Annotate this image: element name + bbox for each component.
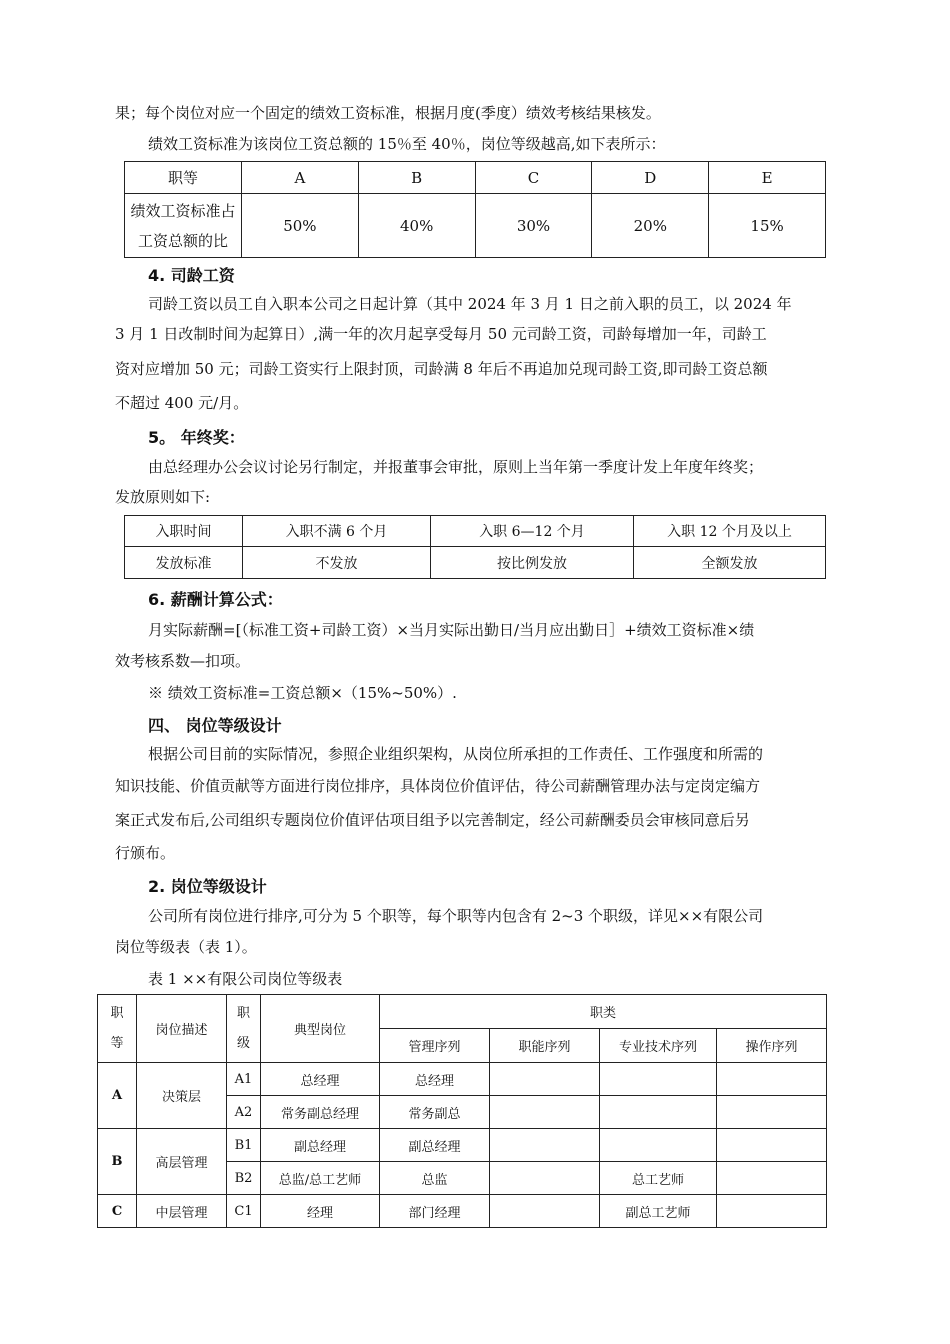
grade-cell: B bbox=[98, 1129, 137, 1195]
table-header-cell: D bbox=[592, 162, 709, 194]
header-text: 职 bbox=[110, 1005, 124, 1021]
paragraph-line: 岗位等级表（表 1）。 bbox=[115, 938, 257, 956]
paragraph-line: 知识技能、价值贡献等方面进行岗位排序，具体岗位价值评估，待公司薪酬管理办法与定岗定编方 bbox=[115, 777, 761, 795]
table-cell bbox=[600, 1129, 717, 1162]
table-cell: B1 bbox=[227, 1129, 261, 1162]
paragraph-line: 司龄工资以员工自入职本公司之日起计算（其中 2024 年 3 月 1 日之前入职的员工，以 2024 年 bbox=[148, 295, 792, 313]
header-cell: 操作序列 bbox=[717, 1029, 827, 1063]
paragraph-line: 根据公司目前的实际情况，参照企业组织架构，从岗位所承担的工作责任、工作强度和所需的 bbox=[148, 745, 764, 763]
table-cell: 入职 12 个月及以上 bbox=[634, 516, 826, 547]
paragraph-line: 由总经理办公会议讨论另行制定，并报董事会审批，原则上当年第一季度计发上年度年终奖； bbox=[148, 458, 764, 476]
table-cell bbox=[717, 1162, 827, 1195]
table-cell bbox=[490, 1162, 600, 1195]
table-cell: 50% bbox=[242, 194, 359, 258]
paragraph-line: 果；每个岗位对应一个固定的绩效工资标准，根据月度(季度）绩效考核结果核发。 bbox=[115, 104, 661, 122]
table-cell: 总监/总工艺师 bbox=[261, 1162, 380, 1195]
header-text: 职 bbox=[236, 1005, 250, 1021]
table-cell bbox=[490, 1063, 600, 1096]
row-label-line: 工资总额的比 bbox=[137, 231, 228, 250]
table-header-cell: A bbox=[242, 162, 359, 194]
table-cell: B2 bbox=[227, 1162, 261, 1195]
section-heading: 四、 岗位等级设计 bbox=[148, 716, 282, 735]
row-label-line: 绩效工资标准占 bbox=[130, 201, 236, 220]
table-cell bbox=[717, 1063, 827, 1096]
header-level-cell bbox=[227, 995, 261, 1063]
desc-cell: 高层管理 bbox=[137, 1129, 227, 1195]
section-heading: 6. 薪酬计算公式： bbox=[148, 590, 283, 609]
header-text: 等 bbox=[110, 1035, 124, 1051]
table-cell: 常务副总 bbox=[380, 1096, 490, 1129]
table-caption: 表 1 ××有限公司岗位等级表 bbox=[148, 970, 343, 988]
section-heading: 4. 司龄工资 bbox=[148, 266, 235, 285]
paragraph-line: 资对应增加 50 元；司龄工资实行上限封顶，司龄满 8 年后不再追加兑现司龄工资,即司龄工资总额 bbox=[115, 360, 768, 378]
position-grade-table bbox=[97, 994, 827, 1228]
table-cell: 常务副总经理 bbox=[261, 1096, 380, 1129]
desc-cell: 中层管理 bbox=[137, 1195, 227, 1228]
header-cell: 职能序列 bbox=[490, 1029, 600, 1063]
table-cell: C1 bbox=[227, 1195, 261, 1228]
section-heading: 2. 岗位等级设计 bbox=[148, 877, 267, 896]
table-cell: 副总工艺师 bbox=[600, 1195, 717, 1228]
paragraph-line: 月实际薪酬=[（标准工资+司龄工资）×当月实际出勤日/当月应出勤日］+绩效工资标准×绩 bbox=[148, 621, 755, 639]
table-cell: 总经理 bbox=[261, 1063, 380, 1096]
paragraph-line: 不超过 400 元/月。 bbox=[115, 394, 249, 412]
table-header-cell: B bbox=[358, 162, 475, 194]
table-cell: 部门经理 bbox=[380, 1195, 490, 1228]
desc-cell: 决策层 bbox=[137, 1063, 227, 1129]
header-cell: 岗位描述 bbox=[137, 995, 227, 1063]
table-cell bbox=[490, 1195, 600, 1228]
table-cell: 发放标准 bbox=[125, 547, 243, 579]
table-cell bbox=[490, 1129, 600, 1162]
table-cell: 经理 bbox=[261, 1195, 380, 1228]
table-cell: A2 bbox=[227, 1096, 261, 1129]
header-text: 级 bbox=[236, 1035, 250, 1051]
performance-pay-table bbox=[124, 161, 826, 258]
table-cell bbox=[490, 1096, 600, 1129]
section-heading: 5。 年终奖： bbox=[148, 428, 245, 447]
table-cell: 副总经理 bbox=[380, 1129, 490, 1162]
table-cell: 15% bbox=[709, 194, 826, 258]
table-cell: 不发放 bbox=[243, 547, 431, 579]
header-cell: 职类 bbox=[380, 995, 827, 1029]
table-cell bbox=[717, 1096, 827, 1129]
table-cell: A1 bbox=[227, 1063, 261, 1096]
table-cell: 按比例发放 bbox=[431, 547, 634, 579]
grade-cell: A bbox=[98, 1063, 137, 1129]
year-end-bonus-table bbox=[124, 515, 826, 579]
table-header-cell: E bbox=[709, 162, 826, 194]
table-cell bbox=[600, 1063, 717, 1096]
table-cell: 总经理 bbox=[380, 1063, 490, 1096]
table-cell: 20% bbox=[592, 194, 709, 258]
table-cell: 全额发放 bbox=[634, 547, 826, 579]
table-cell: 总监 bbox=[380, 1162, 490, 1195]
paragraph-line: 绩效工资标准为该岗位工资总额的 15％至 40％，岗位等级越高,如下表所示： bbox=[148, 135, 666, 153]
table-cell: 入职时间 bbox=[125, 516, 243, 547]
paragraph-line: 行颁布。 bbox=[115, 844, 176, 862]
table-cell bbox=[717, 1195, 827, 1228]
table-header-cell: 职等 bbox=[125, 162, 242, 194]
paragraph-line: 发放原则如下: bbox=[115, 488, 211, 506]
table-cell: 30% bbox=[475, 194, 592, 258]
table-cell: 总工艺师 bbox=[600, 1162, 717, 1195]
table-cell bbox=[600, 1096, 717, 1129]
header-grade-cell bbox=[98, 995, 137, 1063]
table-cell: 40% bbox=[358, 194, 475, 258]
table-row bbox=[98, 1129, 827, 1162]
table-row bbox=[98, 1195, 827, 1228]
table-cell: 入职不满 6 个月 bbox=[243, 516, 431, 547]
paragraph-line: ※ 绩效工资标准=工资总额×（15%~50%）. bbox=[148, 684, 457, 702]
paragraph-line: 案正式发布后,公司组织专题岗位价值评估项目组予以完善制定，经公司薪酬委员会审核同意后另 bbox=[115, 811, 750, 829]
header-cell: 典型岗位 bbox=[261, 995, 380, 1063]
grade-cell: C bbox=[98, 1195, 137, 1228]
header-cell: 专业技术序列 bbox=[600, 1029, 717, 1063]
table-row bbox=[98, 1063, 827, 1096]
table-cell: 入职 6—12 个月 bbox=[431, 516, 634, 547]
table-cell bbox=[717, 1129, 827, 1162]
paragraph-line: 效考核系数—扣项。 bbox=[115, 652, 251, 670]
paragraph-line: 公司所有岗位进行排序,可分为 5 个职等，每个职等内包含有 2~3 个职级，详见××有限公司 bbox=[148, 907, 764, 925]
paragraph-line: 3 月 1 日改制时间为起算日）,满一年的次月起享受每月 50 元司龄工资，司龄每增加一年，司龄工 bbox=[115, 325, 767, 343]
header-cell: 管理序列 bbox=[380, 1029, 490, 1063]
table-header-cell: C bbox=[475, 162, 592, 194]
row-label-cell bbox=[125, 194, 242, 258]
table-cell: 副总经理 bbox=[261, 1129, 380, 1162]
